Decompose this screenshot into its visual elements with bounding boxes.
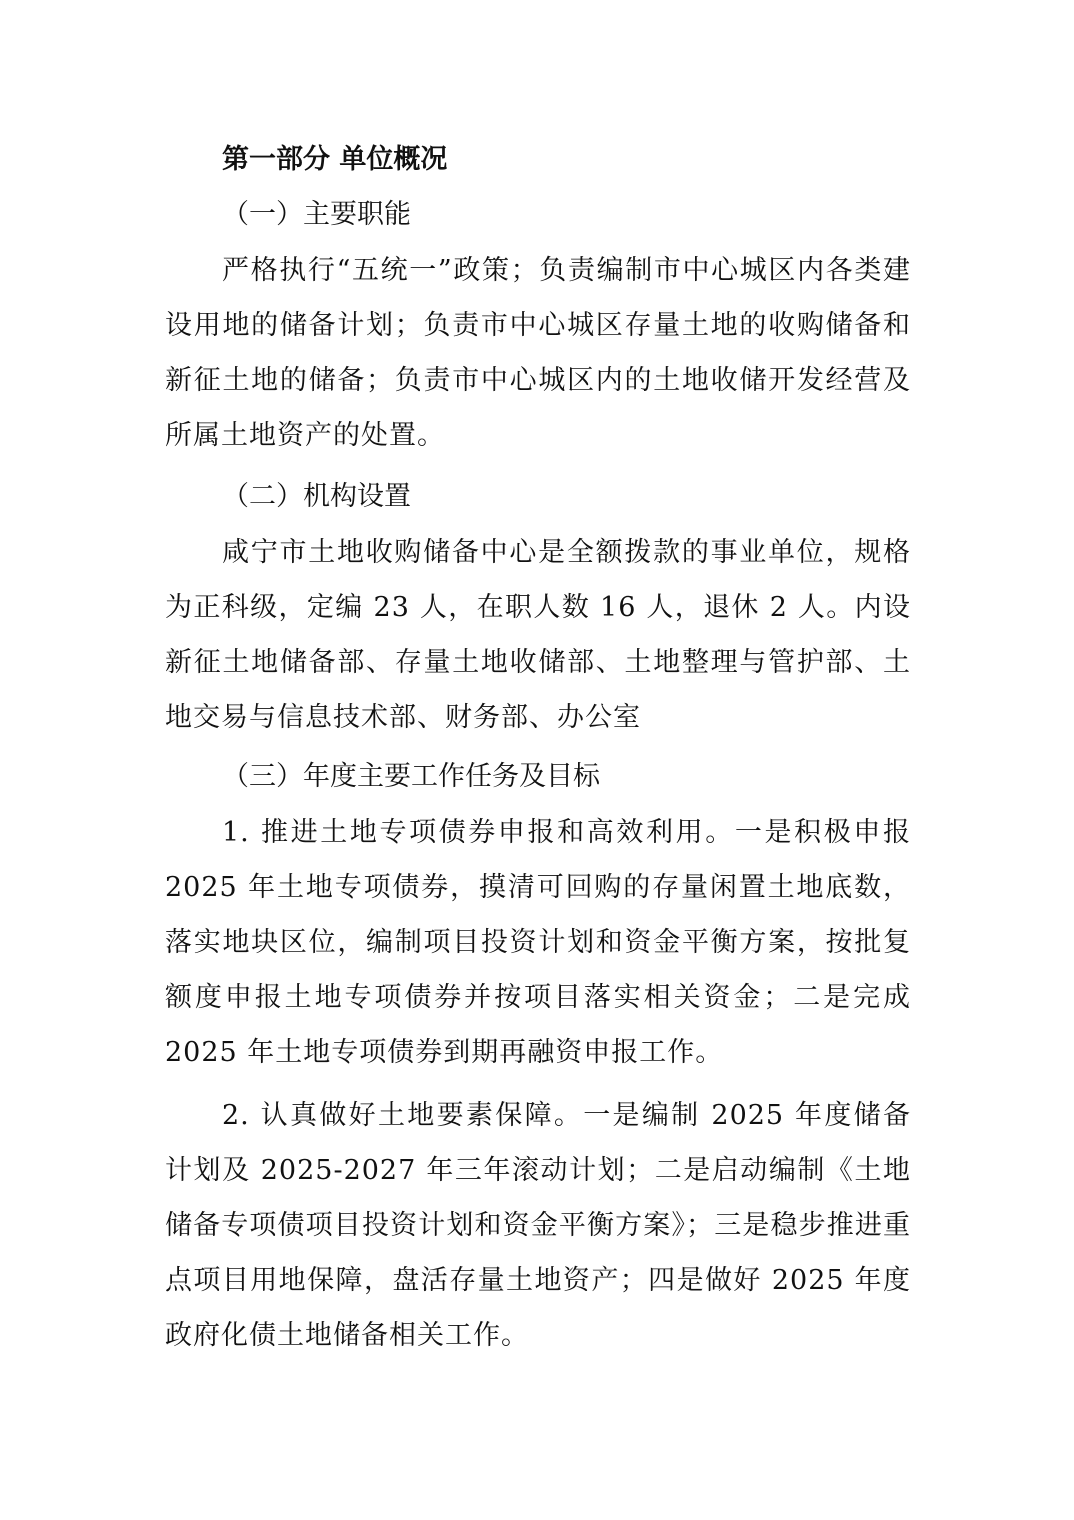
paragraph-functions: 严格执行“五统一”政策；负责编制市中心城区内各类建设用地的储备计划；负责市中心城区存量土地的收购储备和新征土地的储备；负责市中心城区内的土地收储开发经营及所属土地资产的处置。 — [165, 255, 911, 451]
paragraph-task-2: 2. 认真做好土地要素保障。一是编制 2025 年度储备计划及 2025-2027 年三年滚动计划；二是启动编制《土地储备专项债项目投资计划和资金平衡方案》；三是稳步推进重点项目用地保障，盘活存量土地资产；四是做好 2025 年度政府化债土地储备相关工作。 — [165, 1100, 911, 1351]
paragraph-organization: 咸宁市土地收购储备中心是全额拨款的事业单位，规格为正科级，定编 23 人，在职人数 16 人，退休 2 人。内设新征土地储备部、存量土地收储部、土地整理与管护部、土地交易与信息技术部、财务部、办公室 — [165, 537, 911, 733]
section-heading-organization: （二）机构设置 — [222, 481, 411, 512]
part-title: 第一部分 单位概况 — [222, 144, 448, 175]
section-heading-tasks: （三）年度主要工作任务及目标 — [222, 761, 600, 792]
section-heading-functions: （一）主要职能 — [222, 199, 411, 230]
paragraph-task-1: 1. 推进土地专项债券申报和高效利用。一是积极申报 2025 年土地专项债券，摸清可回购的存量闲置土地底数，落实地块区位，编制项目投资计划和资金平衡方案，按批复额度申报土地专项债券并按项目落实相关资金；二是完成 2025 年土地专项债券到期再融资申报工作。 — [165, 817, 911, 1068]
